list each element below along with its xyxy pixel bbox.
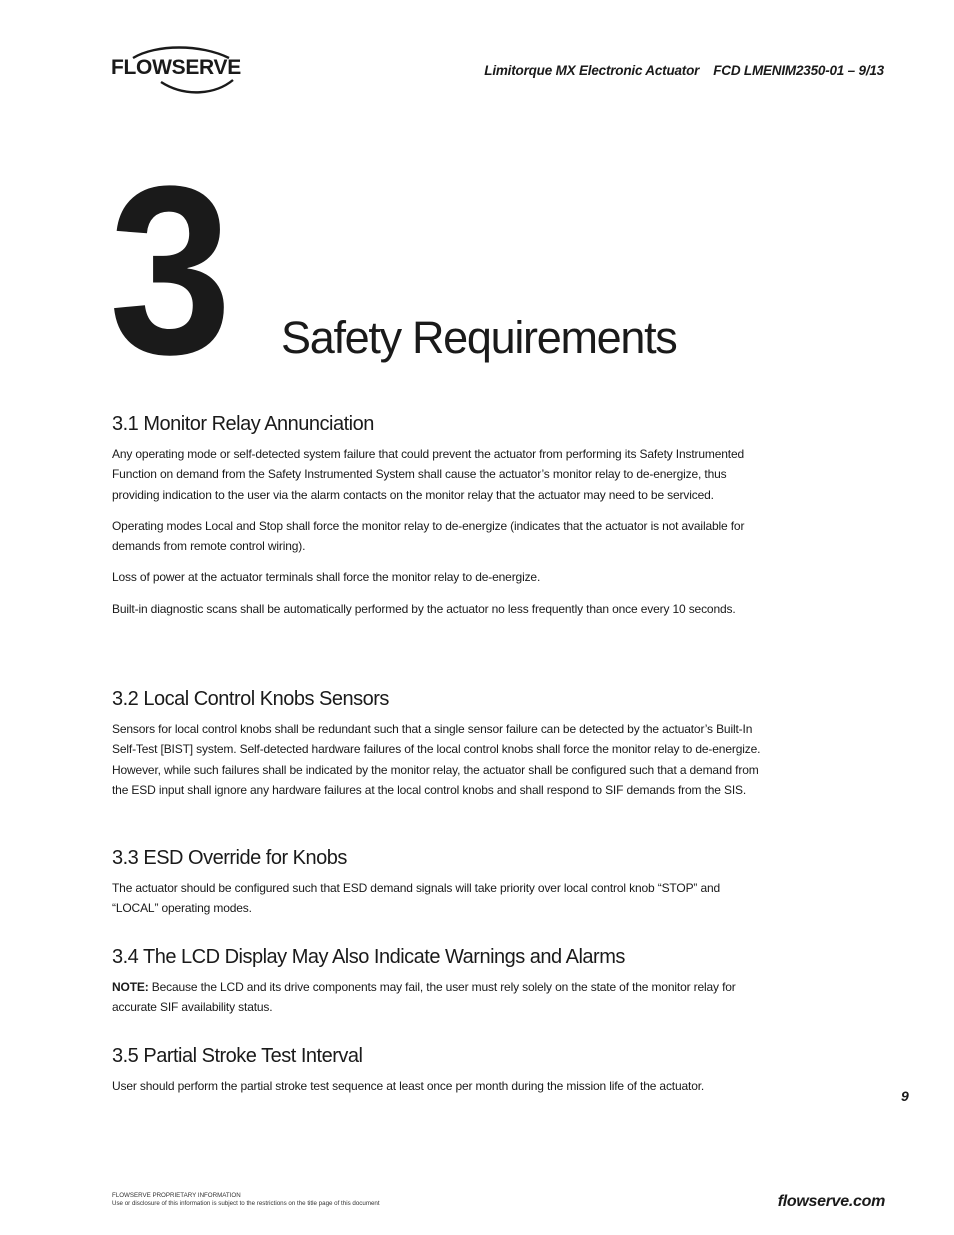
chapter-title: Safety Requirements xyxy=(281,312,677,363)
note-paragraph xyxy=(112,977,762,1018)
paragraph: User should perform the partial stroke test sequence at least once per month during the mission life of the actuator. xyxy=(112,1079,705,1093)
section-3-5 xyxy=(112,1042,704,1107)
section-heading: 3.1 Monitor Relay Annunciation xyxy=(112,413,374,435)
paragraph: Any operating mode or self-detected system failure that could prevent the actuator from performing its Safety Instrumented Function on demand from the Safety Instrumented System shall cause the actuator’s monitor relay to de-energize, thus providing indication to the user via the alarm contacts on the monitor relay that the actuator may need to be serviced. xyxy=(112,447,745,502)
header-product: Limitorque MX Electronic Actuator xyxy=(484,63,700,78)
chapter-number: 3 xyxy=(109,136,227,404)
page-number: 9 xyxy=(901,1088,909,1104)
section-3-3 xyxy=(112,844,762,930)
paragraph: Built-in diagnostic scans shall be automatically performed by the actuator no less frequently than once every 10 seconds. xyxy=(112,601,736,616)
section-3-1 xyxy=(112,410,762,630)
note-label: NOTE: xyxy=(112,980,149,994)
logo-text: FLOWSERVE xyxy=(111,56,241,79)
section-heading: 3.5 Partial Stroke Test Interval xyxy=(112,1045,363,1067)
section-heading: 3.2 Local Control Knobs Sensors xyxy=(112,688,389,710)
section-heading: 3.3 ESD Override for Knobs xyxy=(112,847,347,869)
paragraph: Operating modes Local and Stop shall force the monitor relay to de-energize (indicates that the actuator is not available for demands from remote control wiring). xyxy=(112,518,745,554)
paragraph: Loss of power at the actuator terminals shall force the monitor relay to de-energize. xyxy=(112,570,541,585)
flowserve-logo xyxy=(111,46,251,96)
paragraph: The actuator should be configured such that ESD demand signals will take priority over local control knob “STOP” and “LOCAL” operating modes. xyxy=(112,881,721,916)
header-doc-code: FCD LMENIM2350-01 – 9/13 xyxy=(713,63,884,78)
proprietary-line-1: FLOWSERVE PROPRIETARY INFORMATION xyxy=(112,1192,241,1199)
website-link[interactable]: flowserve.com xyxy=(777,1193,885,1210)
proprietary-line-2: Use or disclosure of this information is subject to the restrictions on the title page of this document xyxy=(112,1200,380,1207)
running-header xyxy=(484,63,884,78)
note-text: Because the LCD and its drive components may fail, the user must rely solely on the state of the monitor relay for accurate SIF availability status. xyxy=(112,980,736,1015)
paragraph: Sensors for local control knobs shall be redundant such that a single sensor failure can be detected by the actuator’s Built-In Self-Test [BIST] system. Self-detected hardware failures of the local control knobs shall force the monitor relay to de-energize. However, while such failures shall be indicated by the monitor relay, the actuator shall be configured such that a demand from the ESD input shall ignore any hardware failures at the local control knobs and shall respond to SIF demands from the SIS. xyxy=(112,722,761,797)
proprietary-notice xyxy=(112,1192,380,1208)
section-heading: 3.4 The LCD Display May Also Indicate Warnings and Alarms xyxy=(112,946,625,968)
section-3-4 xyxy=(112,943,762,1029)
section-3-2 xyxy=(112,685,762,811)
